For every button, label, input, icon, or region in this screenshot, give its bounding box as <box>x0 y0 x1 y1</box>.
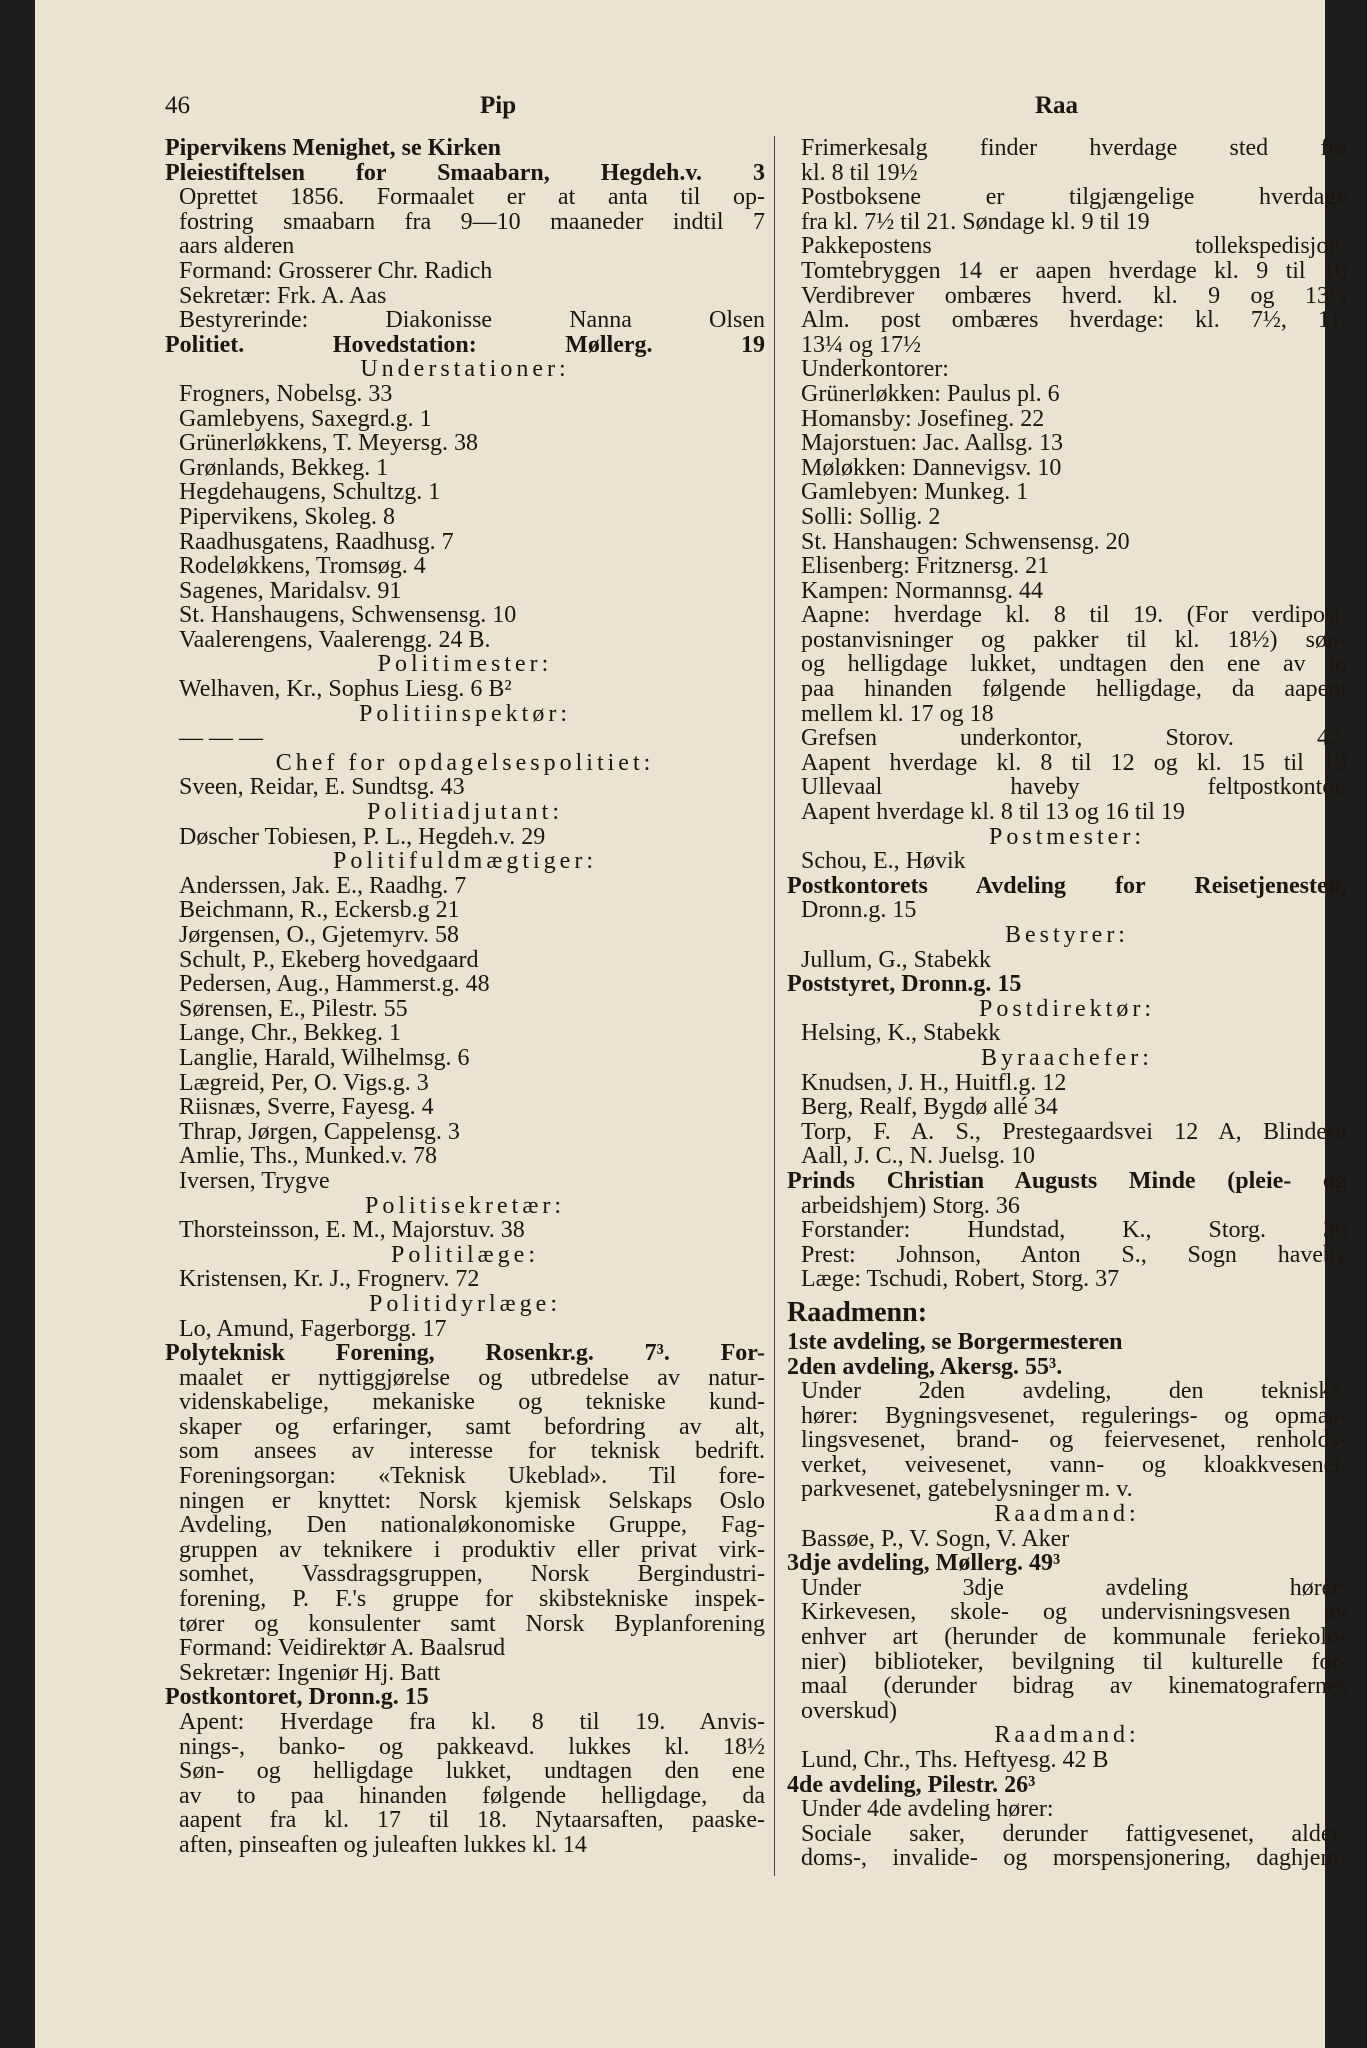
entry-line: Dronn.g. 15 <box>801 898 917 923</box>
entry-line: tører og konsulenter samt Norsk Byplanforening <box>179 1611 765 1637</box>
entry-line: Apent: Hverdage fra kl. 8 til 19. Anvis- <box>179 1710 765 1735</box>
section-label: Raadmand: <box>994 1502 1140 1527</box>
entry-line: somhet, Vassdragsgruppen, Norsk Bergindustri- <box>179 1562 765 1588</box>
entry-line: Sveen, Reidar, E. Sundtsg. 43 <box>179 775 465 801</box>
entry-line: St. Hanshaugens, Schwensensg. 10 <box>179 603 517 628</box>
entry-line: — — — <box>179 726 263 751</box>
entry-line: overskud) <box>801 1698 897 1724</box>
section-label: Bestyrer: <box>1005 923 1129 948</box>
section-label: Politiinspektør: <box>358 701 571 727</box>
entry-line: aften, pinseaften og juleaften lukkes kl. 14 <box>179 1832 587 1858</box>
section-label: Chef for opdagelsespolitiet: <box>275 750 655 776</box>
section-label: Byraachefer: <box>981 1045 1153 1071</box>
entry-line: Møløkken: Dannevigsv. 10 <box>801 455 1062 481</box>
entry-line: Postboksene er tilgjængelige hverdage <box>801 185 1347 210</box>
entry-line: Aapent hverdage kl. 8 til 13 og 16 til 19 <box>801 800 1185 825</box>
entry-line: Alm. post ombæres hverdage: kl. 7½, 11, <box>801 308 1347 333</box>
entry-line: St. Hanshaugen: Schwensensg. 20 <box>801 529 1130 555</box>
section-label: Politisekretær: <box>365 1193 565 1219</box>
entry-line: Schou, E., Høvik <box>801 849 966 874</box>
entry-line: Gamlebyens, Saxegrd.g. 1 <box>179 406 432 432</box>
entry-line: Kampen: Normannsg. 44 <box>801 578 1043 604</box>
entry-line: doms-, invalide- og morspensjonering, daghjem- <box>801 1846 1347 1871</box>
entry-line: aapent fra kl. 17 til 18. Nytaarsaften, paaske- <box>179 1808 765 1833</box>
entry-line: Hegdehaugens, Schultzg. 1 <box>179 480 441 505</box>
entry-line: enhver art (herunder de kommunale feriekolo- <box>801 1625 1347 1650</box>
entry-line: Jørgensen, O., Gjetemyrv. 58 <box>179 923 459 948</box>
entry-line: Aapent hverdage kl. 8 til 12 og kl. 15 til 19 <box>801 750 1347 776</box>
entry-line: Bassøe, P., V. Sogn, V. Aker <box>801 1526 1070 1552</box>
entry-heading: Raadmenn: <box>787 1296 928 1328</box>
entry-line: Under 4de avdeling hører: <box>801 1797 1054 1822</box>
entry-line: hører: Bygningsvesenet, regulerings- og opmaa- <box>801 1403 1347 1429</box>
entry-line: Beichmann, R., Eckersb.g 21 <box>179 898 460 923</box>
entry-line: forening, P. F.'s gruppe for skibstekniske inspek- <box>179 1587 765 1612</box>
section-label: Postmester: <box>989 824 1145 850</box>
entry-line: Elisenberg: Fritznersg. 21 <box>801 554 1050 579</box>
entry-line: Jullum, G., Stabekk <box>801 947 991 973</box>
entry-line: Riisnæs, Sverre, Fayesg. 4 <box>179 1095 434 1120</box>
entry-heading: 2den avdeling, Akersg. 55³. <box>787 1354 1063 1380</box>
entry-heading: Poststyret, Dronn.g. 15 <box>787 972 1022 997</box>
entry-line: Vaalerengens, Vaalerengg. 24 B. <box>179 627 491 653</box>
entry-line: Schult, P., Ekeberg hovedgaard <box>179 947 479 973</box>
entry-line: Sagenes, Maridalsv. 91 <box>179 578 402 604</box>
section-label: Understationer: <box>360 357 570 382</box>
entry-line: Sørensen, E., Pilestr. 55 <box>179 996 408 1022</box>
entry-line: Homansby: Josefineg. 22 <box>801 406 1045 432</box>
entry-line: og helligdage lukket, undtagen den ene av to <box>801 652 1347 678</box>
entry-line: Kristensen, Kr. J., Frognerv. 72 <box>179 1267 480 1292</box>
entry-line: Anderssen, Jak. E., Raadhg. 7 <box>179 873 467 899</box>
entry-line: Torp, F. A. S., Prestegaardsvei 12 A, Blindern <box>801 1119 1347 1145</box>
entry-line: Lægreid, Per, O. Vigs.g. 3 <box>179 1070 429 1096</box>
entry-line: Døscher Tobiesen, P. L., Hegdeh.v. 29 <box>179 824 546 850</box>
entry-heading: Pipervikens Menighet, se Kirken <box>165 136 501 161</box>
entry-line: nier) biblioteker, bevilgning til kulturelle for- <box>801 1649 1347 1675</box>
entry-line: Grefsen underkontor, Storov. 42. <box>801 726 1347 751</box>
entry-line: aars alderen <box>179 234 295 259</box>
entry-line: Formand: Veidirektør A. Baalsrud <box>179 1636 506 1661</box>
left-running-header: Pip <box>480 92 517 119</box>
entry-line: postanvisninger og pakker til kl. 18½) søn- <box>801 627 1347 653</box>
entry-line: lingsvesenet, brand- og feiervesenet, renholds- <box>801 1428 1347 1453</box>
entry-line: Ullevaal haveby feltpostkontor. <box>801 775 1347 801</box>
entry-line: Sekretær: Ingeniør Hj. Batt <box>179 1660 441 1686</box>
entry-line: Sociale saker, derunder fattigvesenet, alder- <box>801 1821 1347 1847</box>
entry-line: Pakkepostens tollekspedisjon: <box>801 234 1347 259</box>
entry-line: Thrap, Jørgen, Cappelensg. 3 <box>179 1119 460 1145</box>
entry-line: Tomtebryggen 14 er aapen hverdage kl. 9 til 16 <box>801 258 1347 284</box>
entry-line: mellem kl. 17 og 18 <box>801 701 994 727</box>
entry-line: videnskabelige, mekaniske og tekniske kund- <box>179 1390 765 1415</box>
section-label: Politifuldmægtiger: <box>332 849 597 874</box>
entry-heading: 4de avdeling, Pilestr. 26³ <box>787 1772 1036 1798</box>
entry-line: Verdibrever ombæres hverd. kl. 9 og 13¼ <box>801 283 1347 309</box>
column-divider <box>774 136 775 1876</box>
entry-line: Lo, Amund, Fagerborgg. 17 <box>179 1316 447 1342</box>
entry-line: maal (derunder bidrag av kinematografernes <box>801 1674 1347 1699</box>
entry-line: Gamlebyen: Munkeg. 1 <box>801 480 1029 505</box>
left-column <box>165 136 765 1858</box>
entry-heading: Postkontoret, Dronn.g. 15 <box>165 1685 429 1710</box>
entry-line: Majorstuen: Jac. Aallsg. 13 <box>801 431 1063 456</box>
entry-line: ningen er knyttet: Norsk kjemisk Selskaps Oslo <box>179 1488 765 1514</box>
entry-line: av to paa hinanden følgende helligdage, da <box>179 1783 765 1809</box>
entry-line: skaper og erfaringer, samt befordring av alt, <box>179 1414 765 1440</box>
section-label: Politilæge: <box>390 1242 539 1268</box>
entry-line: Bestyrerinde: Diakonisse Nanna Olsen <box>179 308 765 333</box>
entry-heading: 1ste avdeling, se Borgermesteren <box>787 1329 1123 1355</box>
entry-line: Prest: Johnson, Anton S., Sogn haveby <box>801 1242 1347 1268</box>
entry-line: fostring smaabarn fra 9—10 maaneder indtil 7 <box>179 209 765 235</box>
entry-line: Grønlands, Bekkeg. 1 <box>179 455 389 481</box>
entry-line: Solli: Sollig. 2 <box>801 504 941 530</box>
entry-line: Grünerløkken: Paulus pl. 6 <box>801 381 1060 407</box>
entry-line: Rodeløkkens, Tromsøg. 4 <box>179 554 426 579</box>
entry-line: Iversen, Trygve <box>179 1168 330 1194</box>
entry-line: Under 3dje avdeling hører: <box>801 1575 1347 1601</box>
entry-heading: Prinds Christian Augusts Minde (pleie- og <box>787 1168 1347 1194</box>
entry-line: Underkontorer: <box>801 357 949 382</box>
entry-line: Læge: Tschudi, Robert, Storg. 37 <box>801 1267 1120 1292</box>
entry-line: som ansees av interesse for teknisk bedrift. <box>179 1439 765 1465</box>
entry-line: Knudsen, J. H., Huitfl.g. 12 <box>801 1070 1067 1096</box>
entry-line: 13¼ og 17½ <box>801 332 921 358</box>
entry-line: Pedersen, Aug., Hammerst.g. 48 <box>179 972 490 997</box>
entry-line: fra kl. 7½ til 21. Søndage kl. 9 til 19 <box>801 209 1150 235</box>
entry-line: parkvesenet, gatebelysninger m. v. <box>801 1477 1133 1503</box>
entry-line: Lund, Chr., Ths. Heftyesg. 42 B <box>801 1748 1109 1773</box>
right-column <box>787 136 1347 1871</box>
entry-heading: 3dje avdeling, Møllerg. 49³ <box>787 1551 1061 1576</box>
entry-line: Søn- og helligdage lukket, undtagen den ene <box>179 1759 765 1784</box>
entry-line: Formand: Grosserer Chr. Radich <box>179 258 493 284</box>
entry-heading: Pleiestiftelsen for Smaabarn, Hegdeh.v. 3 <box>165 160 765 186</box>
document-page <box>35 0 1347 2048</box>
entry-line: Oprettet 1856. Formaalet er at anta til op- <box>179 185 765 210</box>
entry-line: Frogners, Nobelsg. 33 <box>179 381 393 407</box>
entry-line: maalet er nyttiggjørelse og utbredelse av natur- <box>179 1365 765 1391</box>
entry-line: Aall, J. C., N. Juelsg. 10 <box>801 1144 1035 1169</box>
entry-line: arbeidshjem) Storg. 36 <box>801 1193 1020 1219</box>
entry-line: Thorsteinsson, E. M., Majorstuv. 38 <box>179 1218 525 1243</box>
section-label: Raadmand: <box>994 1723 1140 1748</box>
entry-line: Frimerkesalg finder hverdage sted fra <box>801 136 1347 161</box>
entry-line: nings-, banko- og pakkeavd. lukkes kl. 18½ <box>179 1734 765 1760</box>
section-label: Politidyrlæge: <box>368 1291 561 1317</box>
entry-line: Lange, Chr., Bekkeg. 1 <box>179 1021 401 1046</box>
entry-line: Under 2den avdeling, den tekniske, <box>801 1379 1347 1404</box>
section-label: Politiadjutant: <box>367 800 563 825</box>
section-label: Postdirektør: <box>979 996 1155 1022</box>
entry-line: Forstander: Hundstad, K., Storg. 36 <box>801 1218 1347 1243</box>
entry-line: Raadhusgatens, Raadhusg. 7 <box>179 529 454 555</box>
section-label: Politimester: <box>377 652 553 678</box>
entry-line: Grünerløkkens, T. Meyersg. 38 <box>179 431 479 456</box>
entry-line: Aapne: hverdage kl. 8 til 19. (For verdipost, <box>801 603 1347 628</box>
entry-line: gruppen av teknikere i produktiv eller privat virk- <box>179 1537 765 1563</box>
entry-line: Berg, Realf, Bygdø allé 34 <box>801 1095 1058 1120</box>
entry-line: Langlie, Harald, Wilhelmsg. 6 <box>179 1045 470 1071</box>
entry-heading: Polyteknisk Forening, Rosenkr.g. 7³. For- <box>165 1341 765 1366</box>
entry-heading: Politiet. Hovedstation: Møllerg. 19 <box>165 332 765 358</box>
entry-line: Pipervikens, Skoleg. 8 <box>179 504 395 530</box>
entry-heading: Postkontorets Avdeling for Reisetjenesten, <box>787 873 1347 899</box>
entry-line: Avdeling, Den nationaløkonomiske Gruppe, Fag- <box>179 1513 765 1538</box>
entry-line: paa hinanden følgende helligdage, da aapent <box>801 677 1347 702</box>
entry-line: Kirkevesen, skole- og undervisningsvesen av <box>801 1600 1347 1626</box>
entry-line: Welhaven, Kr., Sophus Liesg. 6 B² <box>179 677 512 702</box>
entry-line: kl. 8 til 19½ <box>801 160 918 186</box>
right-running-header: Raa <box>1035 92 1079 119</box>
entry-line: Sekretær: Frk. A. Aas <box>179 283 387 309</box>
entry-line: Helsing, K., Stabekk <box>801 1021 1001 1046</box>
page-number: 46 <box>165 92 190 119</box>
entry-line: Amlie, Ths., Munked.v. 78 <box>179 1144 437 1169</box>
entry-line: verket, veivesenet, vann- og kloakkvesenet, <box>801 1452 1347 1478</box>
entry-line: Foreningsorgan: «Teknisk Ukeblad». Til fore- <box>179 1464 765 1489</box>
